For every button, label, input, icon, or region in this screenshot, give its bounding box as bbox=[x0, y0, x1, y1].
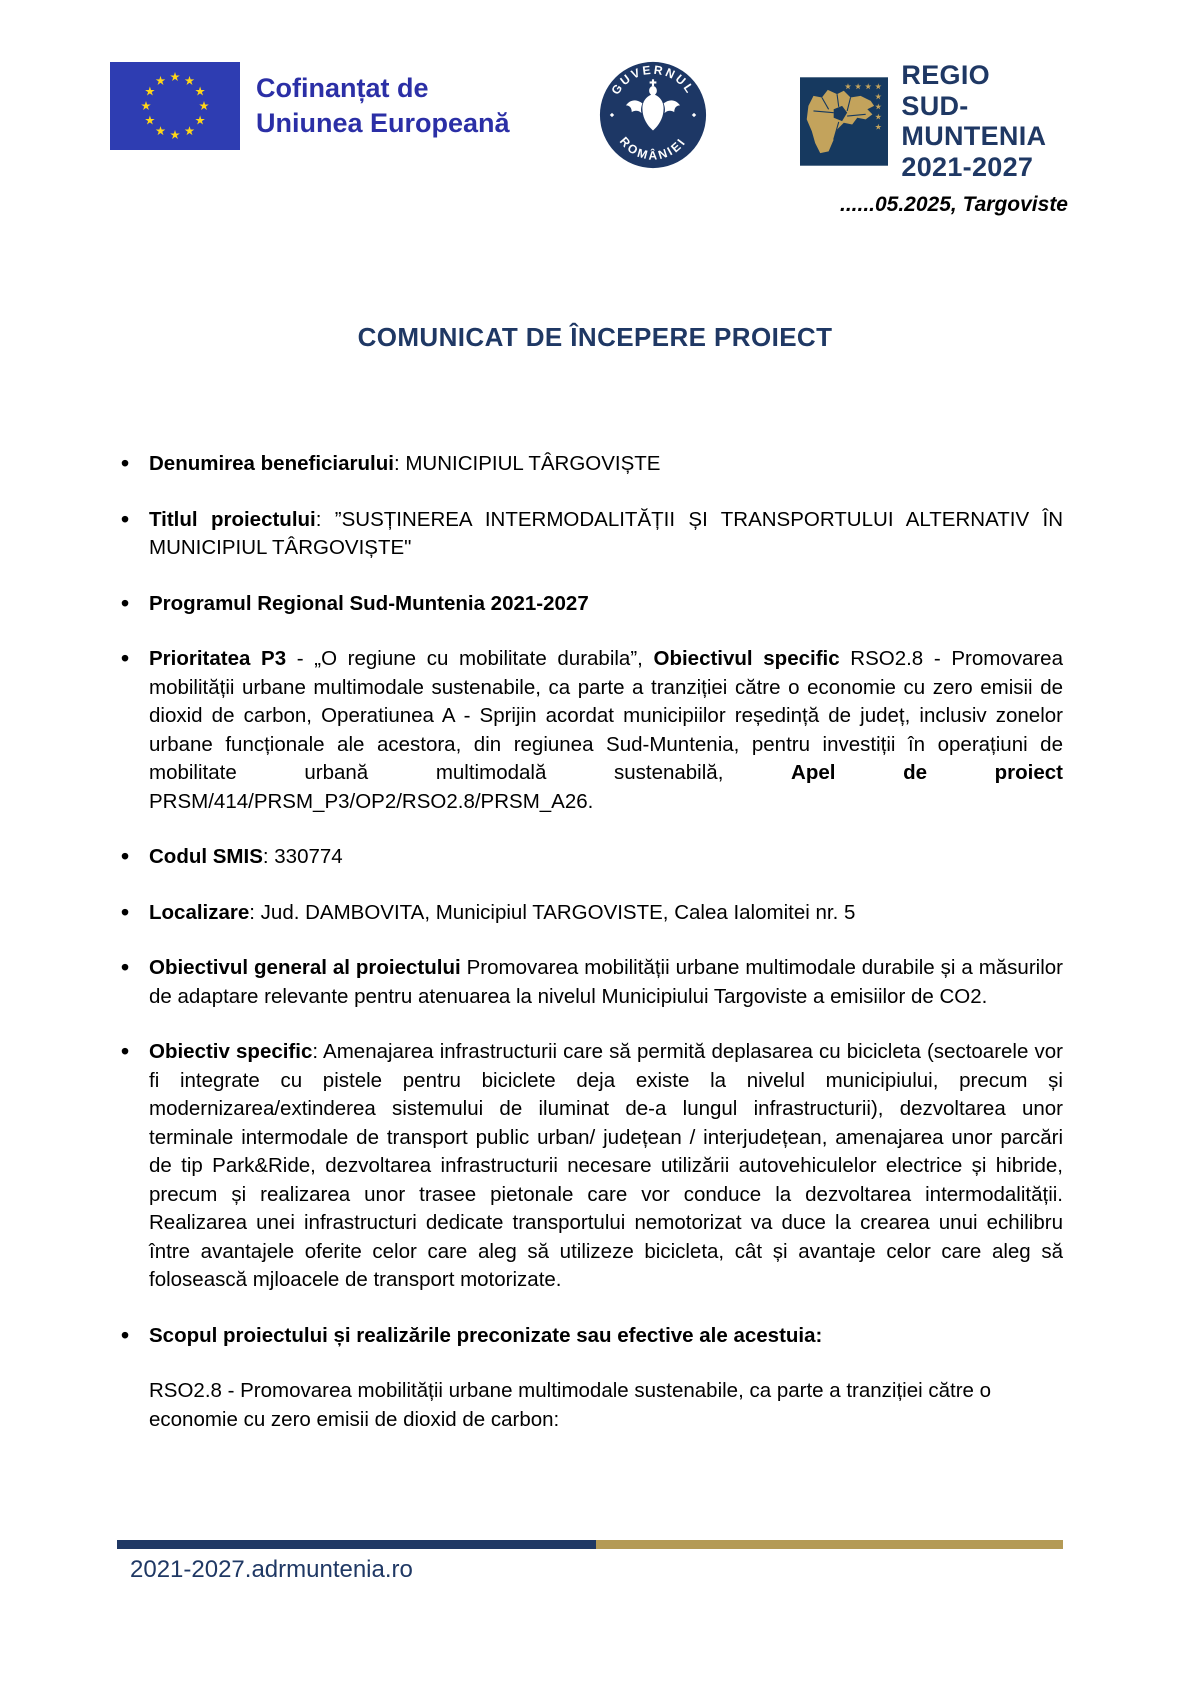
list-item bbox=[118, 843, 1063, 872]
gov-seal-bottom-text: ROMÂNIEI bbox=[616, 134, 690, 163]
eu-flag-icon bbox=[110, 62, 240, 150]
list-item bbox=[118, 1038, 1063, 1295]
list-item-text: Denumirea beneficiarului: MUNICIPIUL TÂRGOVIȘTE bbox=[149, 452, 661, 475]
regio-line3: 2021-2027 bbox=[901, 151, 1034, 182]
list-item bbox=[118, 506, 1063, 563]
dateline: ......05.2025, Targoviste bbox=[839, 193, 1068, 216]
bullet-list bbox=[118, 450, 1063, 1350]
document-body bbox=[118, 450, 1063, 1434]
eu-cofunded-label bbox=[256, 71, 510, 140]
list-item bbox=[118, 954, 1063, 1011]
list-item-text: Prioritatea P3 - „O regiune cu mobilitate durabila”, Obiectivul specific RSO2.8 - Promovarea mobilității urbane multimodale sustenabile, ca parte a tranziției către o economie cu zero emisii de dioxid de carbon, Operatiunea A - Sprijin acordat municipiilor reședință de județ, inclusiv zonelor urbane funcționale ale acestora, din regiunea Sud-Muntenia, pentru investiții în operațiuni de mobilitate urbană multimodală sustenabilă, Apel de proiect PRSM/414/PRSM_P3/OP2/RSO2.8/PRSM_A26. bbox=[149, 647, 1063, 813]
list-item-text: Obiectiv specific: Amenajarea infrastructurii care să permită deplasarea cu bicicleta (sectoarele vor fi integrate cu pistele pentru biciclete deja existe la nivelul municipiului, precum și modernizarea/extinderea sistemului de iluminat de-a lungul infrastructurii), dezvoltarea unor terminale intermodale de transport public urban/ județean / interjudețean, amenajarea unor parcări de tip Park&Ride, dezvoltarea infrastructurii necesare utilizării autovehiculelor electrice și hibride, precum și realizarea unor trasee pietonale care vor conduce la dezvoltarea intermodalității. Realizarea unei infrastructuri dedicate transportului nemotorizat va duce la crearea unui echilibru între avantajele oferite celor care aleg să utilizeze bicicleta, cât și avantaje celor care aleg să folosească mjloacele de transport motorizate. bbox=[149, 1040, 1063, 1291]
footer-website-link[interactable]: 2021-2027.adrmuntenia.ro bbox=[130, 1556, 413, 1583]
footer-divider-bar bbox=[117, 1540, 1063, 1549]
list-item-text: Localizare: Jud. DAMBOVITA, Municipiul TARGOVISTE, Calea Ialomitei nr. 5 bbox=[149, 900, 856, 924]
regio-logo bbox=[800, 60, 1080, 182]
eu-cofunded-logo bbox=[110, 62, 510, 150]
footer-bar-navy bbox=[117, 1540, 596, 1549]
list-item-text: Obiectivul general al proiectului Promovarea mobilității urbane multimodale durabile și a măsurilor de adaptare relevante pentru atenuarea la nivelul Municipiului Targoviste a emisiilor de CO2. bbox=[149, 956, 1063, 1008]
eu-cofunded-line1: Cofinanțat de bbox=[256, 73, 429, 104]
regio-line1: REGIO bbox=[901, 60, 990, 90]
header-logos bbox=[110, 58, 1080, 182]
regio-logo-label bbox=[901, 60, 1080, 182]
list-item-text: Scopul proiectului și realizările preconizate sau efective ale acestuia: bbox=[149, 1323, 823, 1347]
list-item bbox=[118, 450, 1063, 479]
list-item bbox=[118, 645, 1063, 816]
regio-line2: SUD-MUNTENIA bbox=[901, 90, 1047, 151]
sud-muntenia-map-icon bbox=[800, 69, 888, 174]
list-item bbox=[118, 899, 1063, 928]
romanian-government-seal-icon bbox=[598, 60, 708, 170]
gov-seal-top-text: GUVERNUL bbox=[608, 62, 698, 98]
list-item bbox=[118, 1322, 1063, 1351]
list-item bbox=[118, 590, 1063, 619]
list-item-text: Titlul proiectului: ”SUSȚINEREA INTERMODALITĂȚII ȘI TRANSPORTULUI ALTERNATIV ÎN MUNICIPIUL TÂRGOVIȘTE" bbox=[149, 507, 1063, 559]
eu-cofunded-line2: Uniunea Europeană bbox=[256, 108, 510, 138]
closing-paragraph: RSO2.8 - Promovarea mobilității urbane multimodale sustenabile, ca parte a tranziției către o economie cu zero emisii de dioxid de carbon: bbox=[149, 1379, 992, 1431]
list-item-text: Codul SMIS: 330774 bbox=[149, 845, 343, 868]
list-item-text: Programul Regional Sud-Muntenia 2021-2027 bbox=[149, 591, 589, 615]
page-title: COMUNICAT DE ÎNCEPERE PROIECT bbox=[357, 322, 833, 352]
footer-bar-gold bbox=[596, 1540, 1063, 1549]
